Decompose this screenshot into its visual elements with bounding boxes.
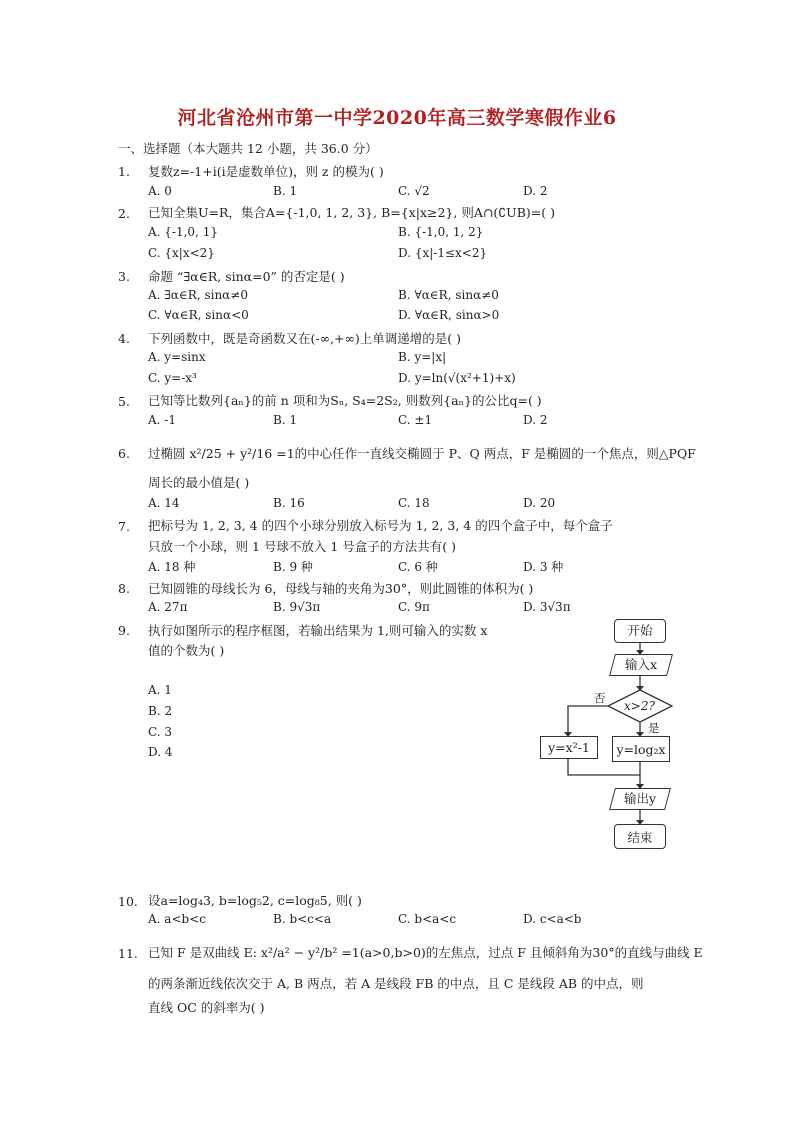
option-c: C. 3 xyxy=(148,725,173,739)
option-d: D. 3 种 xyxy=(523,560,564,574)
flowchart-condition: x>2? xyxy=(624,699,655,713)
option-d: D. 2 xyxy=(523,413,548,427)
option-a: A. 0 xyxy=(148,184,172,198)
option-d: D. c<a<b xyxy=(523,912,582,926)
question-text: 命题 “∃α∈R, sinα=0” 的否定是( ) xyxy=(148,269,345,284)
option-b: B. {-1,0, 1, 2} xyxy=(398,225,484,239)
option-d: D. 3√3π xyxy=(523,600,571,614)
option-b: B. 9 种 xyxy=(273,560,313,574)
option-c: C. b<a<c xyxy=(398,912,457,926)
option-d: D. ∀α∈R, sinα>0 xyxy=(398,308,500,322)
option-a: A. 14 xyxy=(148,496,180,510)
option-c: C. {x|x<2} xyxy=(148,246,215,260)
option-c: C. 6 种 xyxy=(398,560,438,574)
option-d: D. 4 xyxy=(148,745,173,759)
question-text: 设a=log₄3, b=log₅2, c=log₈5, 则( ) xyxy=(148,893,362,908)
option-a: A. ∃α∈R, sinα≠0 xyxy=(148,288,248,302)
question-text: 过椭圆 x²/25 + y²/16 =1的中心任作一直线交椭圆于 P、Q 两点，F 是椭圆的一个焦点，则△PQF xyxy=(148,446,696,461)
question-number: 8. xyxy=(118,581,130,596)
option-b: B. 9√3π xyxy=(273,600,321,614)
option-b: B. b<c<a xyxy=(273,912,332,926)
question-text: 已知圆锥的母线长为 6，母线与轴的夹角为30°，则此圆锥的体积为( ) xyxy=(148,581,534,596)
question-text-continued: 直线 OC 的斜率为( ) xyxy=(148,1000,265,1015)
option-a: A. a<b<c xyxy=(148,912,206,926)
flowchart-right-box: y=log₂x xyxy=(612,736,670,762)
flowchart-left-box: y=x²-1 xyxy=(540,736,598,759)
option-c: C. 9π xyxy=(398,600,430,614)
option-b: B. y=|x| xyxy=(398,350,447,364)
question-number: 6. xyxy=(118,446,130,461)
flowchart-output xyxy=(612,788,668,810)
question-number: 4. xyxy=(118,331,130,346)
option-c: C. 18 xyxy=(398,496,430,510)
question-text: 把标号为 1, 2, 3, 4 的四个小球分别放入标号为 1, 2, 3, 4 的四个盒子中，每个盒子 xyxy=(148,518,613,533)
option-b: B. ∀α∈R, sinα≠0 xyxy=(398,288,499,302)
question-number: 10. xyxy=(118,894,138,909)
option-a: A. 1 xyxy=(148,683,172,697)
question-text: 已知全集U=R，集合A={-1,0, 1, 2, 3}, B={x|x≥2}, 则A∩(∁UB)=( ) xyxy=(148,205,555,220)
flowchart-input xyxy=(612,654,670,676)
question-text-continued: 的两条渐近线依次交于 A, B 两点，若 A 是线段 FB 的中点，且 C 是线段 AB 的中点，则 xyxy=(148,976,644,991)
question-text: 复数z=-1+i(i是虚数单位)，则 z 的模为( ) xyxy=(148,164,384,179)
flowchart-input-label: 输入x xyxy=(624,657,658,672)
question-number: 9. xyxy=(118,623,130,638)
question-text: 下列函数中，既是奇函数又在(-∞,+∞)上单调递增的是( ) xyxy=(148,331,461,346)
option-b: B. 1 xyxy=(273,413,298,427)
question-number: 2. xyxy=(118,206,130,221)
option-b: B. 2 xyxy=(148,704,173,718)
option-a: A. 18 种 xyxy=(148,560,196,574)
option-b: B. 1 xyxy=(273,184,298,198)
question-text-continued: 值的个数为( ) xyxy=(148,643,225,658)
flowchart-no-label: 否 xyxy=(594,691,606,705)
option-d: D. {x|-1≤x<2} xyxy=(398,246,488,260)
page-title: 河北省沧州市第一中学2020年高三数学寒假作业6 xyxy=(177,107,617,129)
option-d: D. y=ln(√(x²+1)+x) xyxy=(398,371,516,385)
question-text: 已知等比数列{aₙ}的前 n 项和为Sₙ, S₄=2S₂, 则数列{aₙ}的公比q=( ) xyxy=(148,393,542,408)
option-a: A. -1 xyxy=(148,413,176,427)
option-b: B. 16 xyxy=(273,496,305,510)
option-a: A. {-1,0, 1} xyxy=(148,225,218,239)
question-number: 11. xyxy=(118,946,138,961)
option-d: D. 2 xyxy=(523,184,548,198)
option-d: D. 20 xyxy=(523,496,556,510)
question-text-continued: 只放一个小球，则 1 号球不放入 1 号盒子的方法共有( ) xyxy=(148,539,457,554)
question-number: 1. xyxy=(118,164,130,179)
flowchart-start: 开始 xyxy=(614,619,666,643)
option-a: A. 27π xyxy=(148,600,188,614)
option-a: A. y=sinx xyxy=(148,350,206,364)
question-text: 已知 F 是双曲线 E: x²/a² − y²/b² =1(a>0,b>0)的左焦点，过点 F 且倾斜角为30°的直线与曲线 E xyxy=(148,945,703,960)
section-header: 一、选择题（本大题共 12 小题，共 36.0 分） xyxy=(118,141,378,156)
option-c: C. √2 xyxy=(398,184,430,198)
flowchart-yes-label: 是 xyxy=(648,721,660,735)
question-number: 3. xyxy=(118,269,130,284)
option-c: C. ±1 xyxy=(398,413,433,427)
question-number: 5. xyxy=(118,394,130,409)
option-c: C. ∀α∈R, sinα<0 xyxy=(148,308,249,322)
option-c: C. y=-x³ xyxy=(148,371,197,385)
question-text-continued: 周长的最小值是( ) xyxy=(148,475,250,490)
flowchart-output-label: 输出y xyxy=(623,791,657,806)
question-text: 执行如图所示的程序框图，若输出结果为 1,则可输入的实数 x xyxy=(148,623,488,638)
flowchart-end: 结束 xyxy=(614,824,666,849)
question-number: 7. xyxy=(118,519,130,534)
